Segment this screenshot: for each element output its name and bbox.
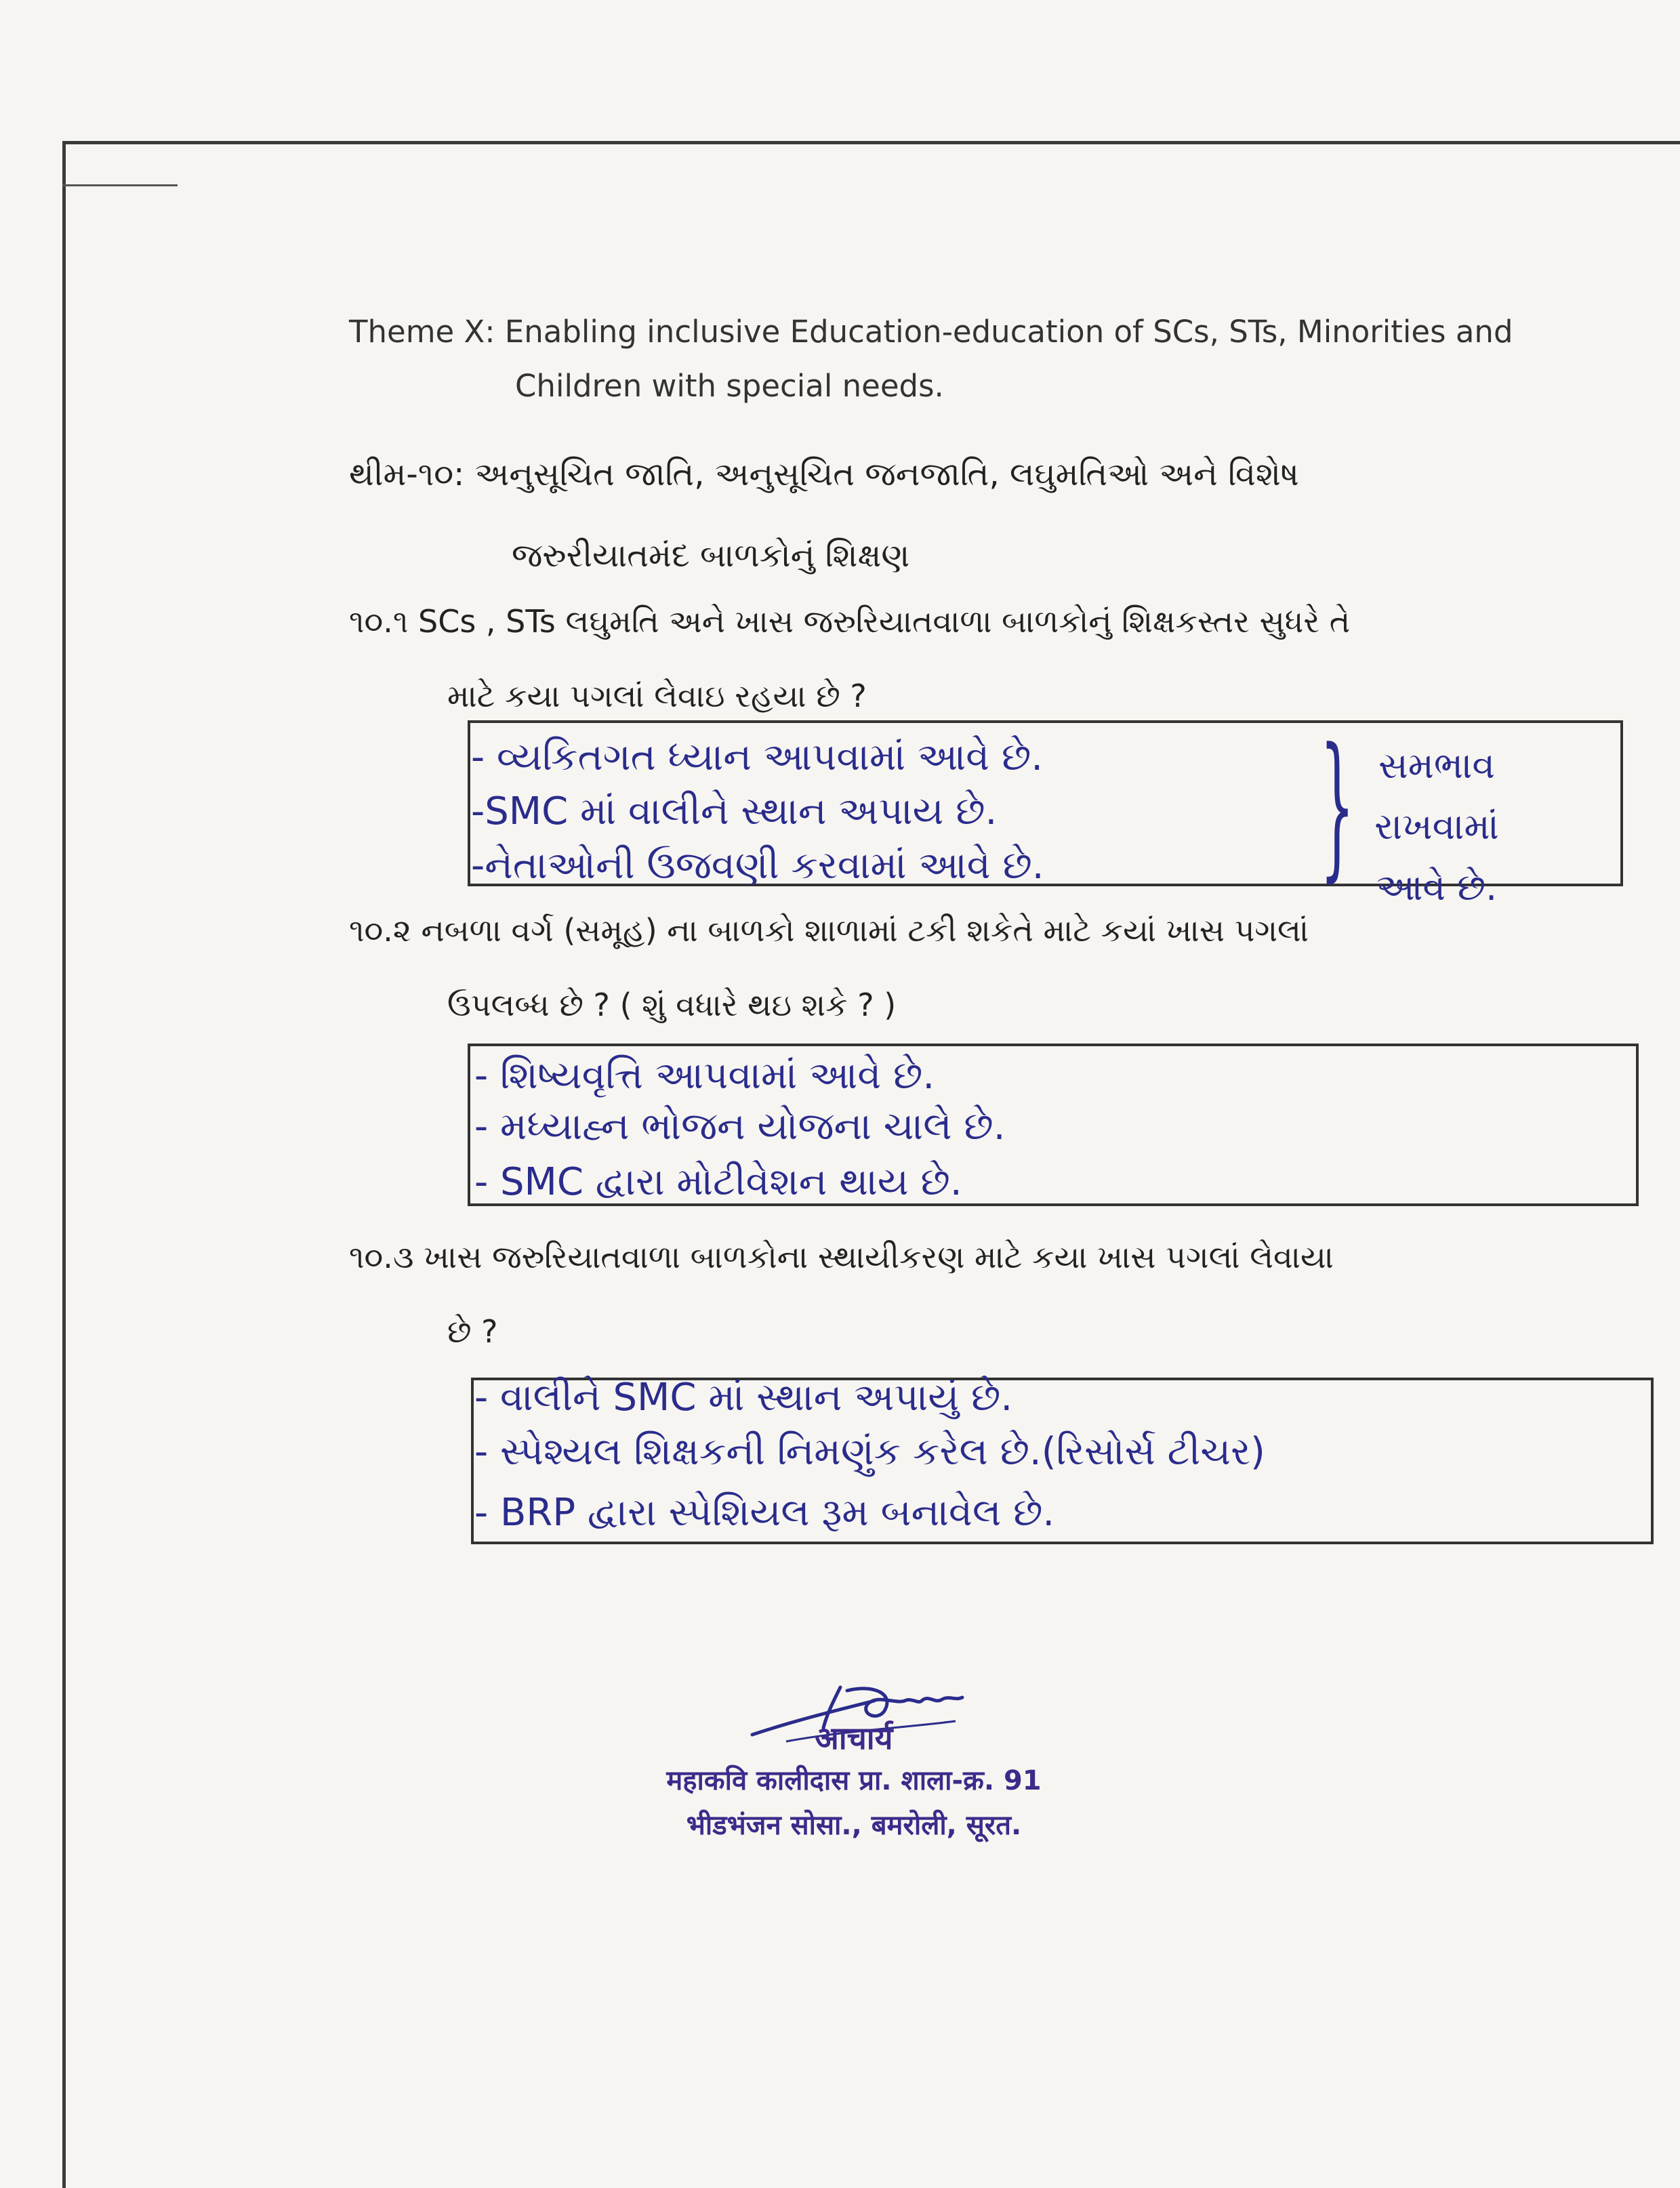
theme-gu-line2: જરુરીયાતમંદ બાળકોનું શિક્ષણ	[512, 537, 910, 575]
stamp-line2: भीडभंजन सोसा., बमरोली, सूरत.	[686, 1810, 1022, 1841]
theme-heading-english	[349, 305, 1582, 413]
frame-divider	[62, 184, 178, 186]
side-note-10-1	[1322, 735, 1552, 918]
answer-10-2-2: - મધ્યાહ્ન ભોજન યોજના ચાલે છે.	[474, 1105, 1006, 1149]
answer-10-3-3: - BRP દ્વારા સ્પેશિયલ રૂમ બનાવેલ છે.	[474, 1491, 1055, 1535]
question-10-1-line1: ૧૦.૧ SCs , STs લઘુમતિ અને ખાસ જરુરિયાતવાળા બાળકોનું શિક્ષકસ્તર સુધરે તે	[349, 603, 1351, 640]
theme-en-line2: Children with special needs.	[515, 368, 944, 404]
question-10-2-line2: ઉપલબ્ધ છે ? ( શું વધારે થઇ શકે ? )	[447, 987, 897, 1023]
question-10-3-line1: ૧૦.૩ ખાસ જરુરિયાતવાળા બાળકોના સ્થાયીકરણ માટે કયા ખાસ પગલાં લેવાયા	[349, 1239, 1334, 1275]
stamp-line1: महाकवि कालीदास प्रा. शाला-क्र. 91	[666, 1765, 1042, 1796]
theme-gu-line1: થીમ-૧૦: અનુસૂચિત જાતિ, અનુસૂચિત જનજાતિ, લઘુમતિઓ અને વિશેષ	[349, 455, 1299, 493]
theme-heading-gujarati	[349, 434, 1582, 596]
question-10-1	[349, 584, 1582, 733]
question-10-3	[349, 1220, 1582, 1369]
theme-en-line1: Theme X: Enabling inclusive Education-education of SCs, STs, Minorities and	[349, 314, 1513, 350]
question-10-2	[349, 893, 1582, 1042]
question-10-3-line2: છે ?	[447, 1313, 498, 1350]
side-note-line3: આવે છે.	[1376, 866, 1498, 909]
school-stamp	[596, 1677, 1111, 1848]
answer-10-2-1: - શિષ્યવૃત્તિ આપવામાં આવે છે.	[474, 1054, 935, 1098]
answer-10-3-1: - વાલીને SMC માં સ્થાન અપાયું છે.	[474, 1376, 1013, 1420]
answer-10-1-1: - વ્યકિતગત ધ્યાન આપવામાં આવે છે.	[471, 735, 1044, 779]
answer-10-1-3: -નેતાઓની ઉજવણી કરવામાં આવે છે.	[471, 844, 1044, 888]
side-note-line1: સમભાવ	[1378, 744, 1495, 787]
question-10-1-line2: માટે કયા પગલાં લેવાઇ રહયા છે ?	[447, 678, 867, 714]
question-10-2-line1: ૧૦.૨ નબળા વર્ગ (સમૂહ) ના બાળકો શાળામાં ટકી શકેતે માટે કયાં ખાસ પગલાં	[349, 912, 1309, 949]
answer-10-2-3: - SMC દ્વારા મોટીવેશન થાય છે.	[474, 1160, 962, 1204]
stamp-title: आचार्य	[815, 1720, 893, 1756]
side-note-line2: રાખવામાં	[1374, 805, 1499, 848]
answer-10-3-2: - સ્પેશ્યલ શિક્ષકની નિમણુંક કરેલ છે.(રિસોર્સ ટીચર)	[474, 1430, 1265, 1474]
curly-brace: }	[1319, 716, 1355, 896]
answer-10-1-2: -SMC માં વાલીને સ્થાન અપાય છે.	[471, 789, 998, 833]
